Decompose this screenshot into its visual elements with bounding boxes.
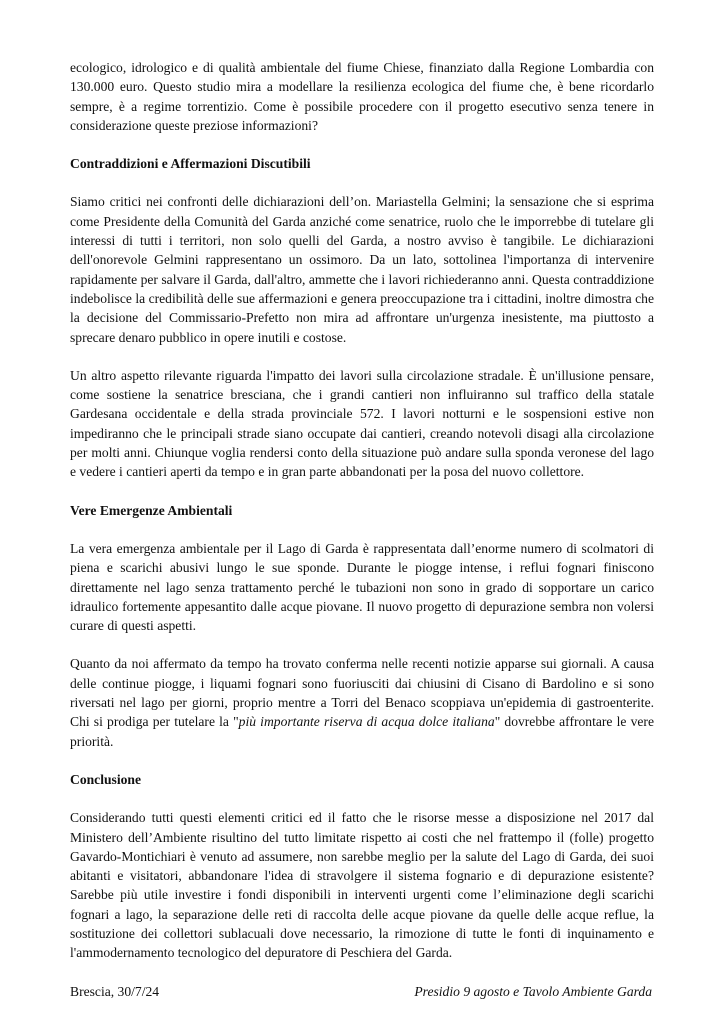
paragraph-conferma-text: Quanto da noi affermato da tempo ha trovato conferma nelle recenti notizie apparse sui giornali. A causa delle continue piogge, i liquami fognari sono fuoriusciti dai chiusini di Cisano di Bardolino e si sono riversati nel lago per giorni, proprio mentre a Torri del Benaco scoppiava un'epidemia di gastroenterite. Chi si prodiga per tutelare la "	[70, 656, 654, 730]
intro-paragraph: ecologico, idrologico e di qualità ambientale del fiume Chiese, finanziato dalla Regione Lombardia con 130.000 euro. Questo studio mira a modellare la resilienza ecologica del fiume che, è bene ricordarlo sempre, è a regime torrentizio. Come è possibile procedere con il progetto esecutivo senza tenere in considerazione queste preziose informazioni?	[70, 60, 654, 133]
paragraph-emergenza: La vera emergenza ambientale per il Lago di Garda è rappresentata dall’enorme numero di scolmatori di piena e scarichi abusivi lungo le sue sponde. Durante le piogge intense, i reflui fognari finiscono direttamente nel lago senza trattamento perché le tubazioni non sono in grado di sopportare un carico idraulico fortemente appesantito dalle acque piovane. Il nuovo progetto di depurazione sembra non volersi curare di questi aspetti.	[70, 540, 654, 634]
signature: Presidio 9 agosto e Tavolo Ambiente Garda	[414, 983, 652, 999]
paragraph-gelmini: Siamo critici nei confronti delle dichiarazioni dell’on. Mariastella Gelmini; la sensazione che si esprima come Presidente della Comunità del Garda anziché come senatrice, ruolo che le imporrebbe di tutelare gli interessi di tutti i territori, non solo quelli del Garda, a nostro avviso è tangibile. Le dichiarazioni dell'onorevole Gelmini rappresentano un ossimoro. Da un lato, sottolinea l'importanza di intervenire rapidamente per salvare il Garda, dall'altro, ammette che i lavori richiederanno anni. Questa contraddizione indebolisce la credibilità delle sue affermazioni e genera preoccupazione tra i cittadini, inoltre dimostra che la decisione del Commissario-Prefetto non mira ad affrontare un'urgenza inesistente, ma piuttosto a sprecare denaro pubblico in opere inutili e costose.	[70, 194, 654, 345]
paragraph-traffico: Un altro aspetto rilevante riguarda l'impatto dei lavori sulla circolazione stradale. È un'illusione pensare, come sostiene la senatrice bresciana, che i grandi cantieri non influiranno sul traffico della statale Gardesana occidentale e della strada provinciale 572. I lavori notturni e le sospensioni estive non impediranno che le principali strade siano occupate dai cantieri, creando notevoli disagi alla circolazione per molti anni. Chiunque voglia rendersi conto della situazione può andare sulla sponda veronese del lago e vedere i cantieri aperti da tempo e in gran parte abbandonati per la posa del nuovo collettore.	[70, 367, 654, 480]
place-date: Brescia, 30/7/24	[70, 983, 160, 999]
section-heading-contraddizioni: Contraddizioni e Affermazioni Discutibili	[70, 156, 311, 172]
section-heading-emergenze: Vere Emergenze Ambientali	[70, 502, 233, 518]
section-heading-conclusione: Conclusione	[70, 771, 142, 787]
paragraph-conferma-quote: più importante riserva di acqua dolce italiana	[238, 714, 495, 730]
paragraph-conferma	[70, 654, 654, 750]
paragraph-conclusione: Considerando tutti questi elementi critici ed il fatto che le risorse messe a disposizione nel 2017 dal Ministero dell’Ambiente risultino del tutto limitate rispetto ai costi che nel frattempo il (folle) progetto Gavardo-Montichiari è venuto ad assumere, non sarebbe meglio per la salute del Lago di Garda, dei suoi abitanti e visitatori, abbandonare l'idea di stravolgere il sistema fognario e di depurazione esistente? Sarebbe più utile investire i fondi disponibili in interventi urgenti come l’eliminazione degli scarichi fognari a lago, la separazione delle reti di raccolta delle acque piovane da quelle delle acque reflue, la sostituzione dei collettori sublacuali dove necessario, la rimozione di tutte le fonti di inquinamento e l'ammodernamento tecnologico del depuratore di Peschiera del Garda.	[70, 810, 654, 961]
document-footer	[70, 982, 654, 1001]
paragraph-conferma-end: " dovrebbe affrontare le vere priorità.	[70, 714, 654, 749]
